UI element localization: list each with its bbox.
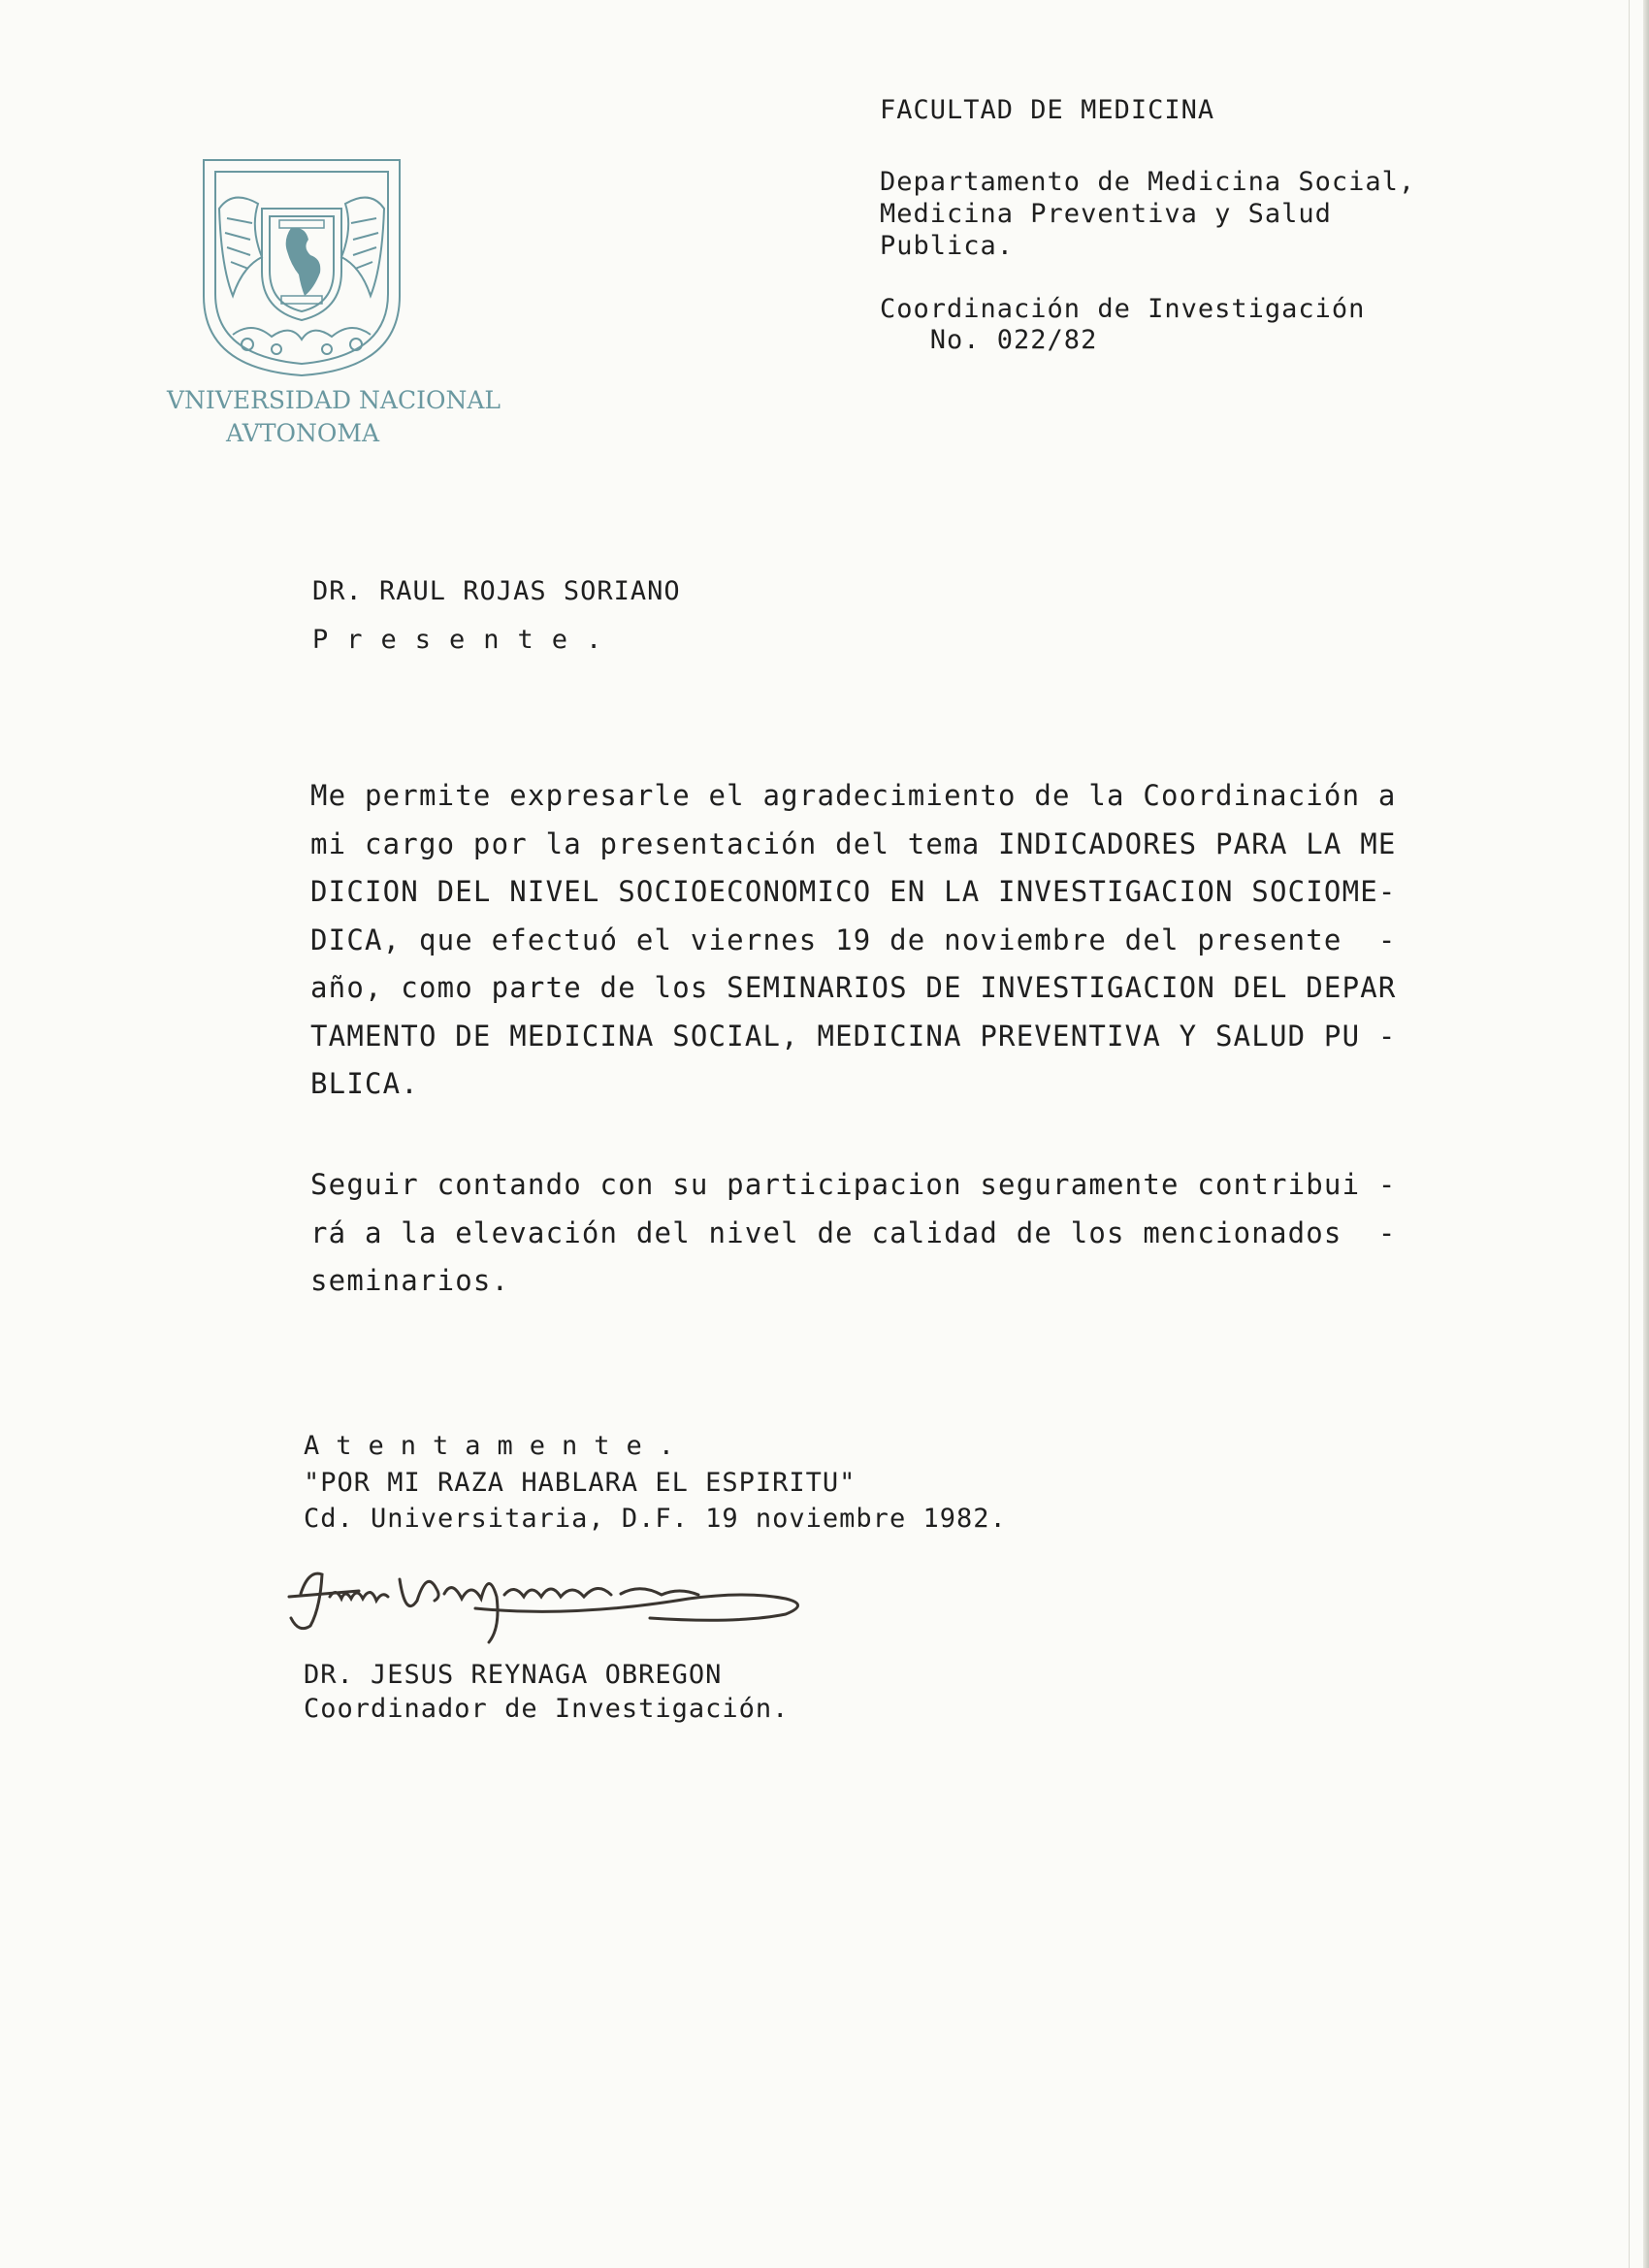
closing-atentamente: Atentamente. — [304, 1431, 692, 1461]
facultad-heading: FACULTAD DE MEDICINA — [880, 95, 1215, 125]
body-paragraph-2: Seguir contando con su participacion seguramente contribui - rá a la elevación del nivel de calidad de los mencionados - seminarios. — [310, 1168, 1397, 1297]
closing-motto: "POR MI RAZA HABLARA EL ESPIRITU" — [304, 1468, 857, 1498]
addressee-greeting: Presente. — [312, 625, 621, 655]
signer-title: Coordinador de Investigación. — [304, 1694, 790, 1724]
signer-name: DR. JESUS REYNAGA OBREGON — [304, 1660, 723, 1690]
page-fold-line — [1629, 0, 1630, 2268]
university-name: VNIVERSIDAD NACIONAL AVTONOMA — [167, 386, 501, 447]
department-name: Departamento de Medicina Social, Medicina Preventiva y Salud Publica. — [880, 167, 1416, 261]
closing-place-date: Cd. Universitaria, D.F. 19 noviembre 1982. — [304, 1504, 1007, 1534]
unam-seal-logo — [194, 150, 409, 378]
body-paragraph-1: Me permite expresarle el agradecimiento de la Coordinación a mi cargo por la presentación del tema INDICADORES PARA LA ME DICION DEL NIVEL SOCIOECONOMICO EN LA INVESTIGACION SOCIOME- DICA, que efectuó el viernes 19 de noviembre del presente - año, como parte de los SEMINARIOS DE INVESTIGACION DEL DEPAR TAMENTO DE MEDICINA SOCIAL, MEDICINA PREVENTIVA Y SALUD PU - BLICA. — [310, 779, 1397, 1100]
coordination-reference: Coordinación de Investigación No. 022/82 — [880, 294, 1366, 355]
handwritten-signature — [281, 1540, 824, 1647]
page-edge — [1643, 0, 1649, 2268]
addressee-name: DR. RAUL ROJAS SORIANO — [312, 576, 681, 606]
